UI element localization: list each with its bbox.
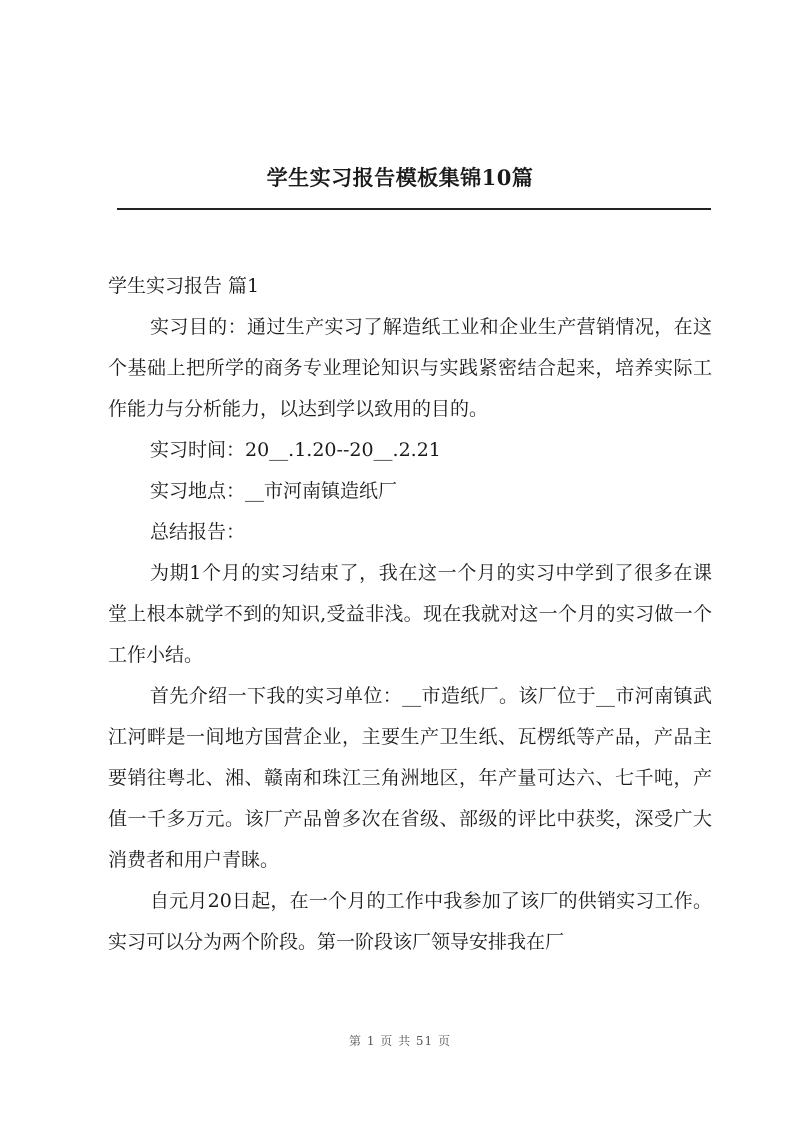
section-heading: 学生实习报告 篇1	[108, 275, 260, 297]
document-body	[108, 266, 712, 963]
paragraph-purpose: 实习目的：通过生产实习了解造纸工业和企业生产营销情况，在这个基础上把所学的商务专业理论知识与实践紧密结合起来，培养实际工作能力与分析能力，以达到学以致用的目的。	[108, 316, 712, 420]
paragraph-intro: 为期1个月的实习结束了，我在这一个月的实习中学到了很多在课堂上根本就学不到的知识,受益非浅。现在我就对这一个月的实习做一个工作小结。	[108, 562, 712, 666]
paragraph-work: 自元月20日起，在一个月的工作中我参加了该厂的供销实习工作。实习可以分为两个阶段。第一阶段该厂领导安排我在厂	[108, 890, 712, 953]
page-number: 第 1 页 共 51 页	[349, 1034, 451, 1048]
paragraph-time: 实习时间：20__.1.20--20__.2.21	[150, 439, 441, 461]
paragraph-summary-label: 总结报告：	[150, 521, 246, 543]
title-divider	[117, 208, 711, 210]
paragraph-location: 实习地点：__市河南镇造纸厂	[150, 480, 398, 502]
paragraph-unit: 首先介绍一下我的实习单位：__市造纸厂。该厂位于__市河南镇武江河畔是一间地方国营企业，主要生产卫生纸、瓦楞纸等产品，产品主要销往粤北、湘、赣南和珠江三角洲地区，年产量可达六、七千吨，产值一千多万元。该厂产品曾多次在省级、部级的评比中获奖，深受广大消费者和用户青睐。	[108, 685, 712, 871]
document-title: 学生实习报告模板集锦10篇	[266, 165, 534, 190]
